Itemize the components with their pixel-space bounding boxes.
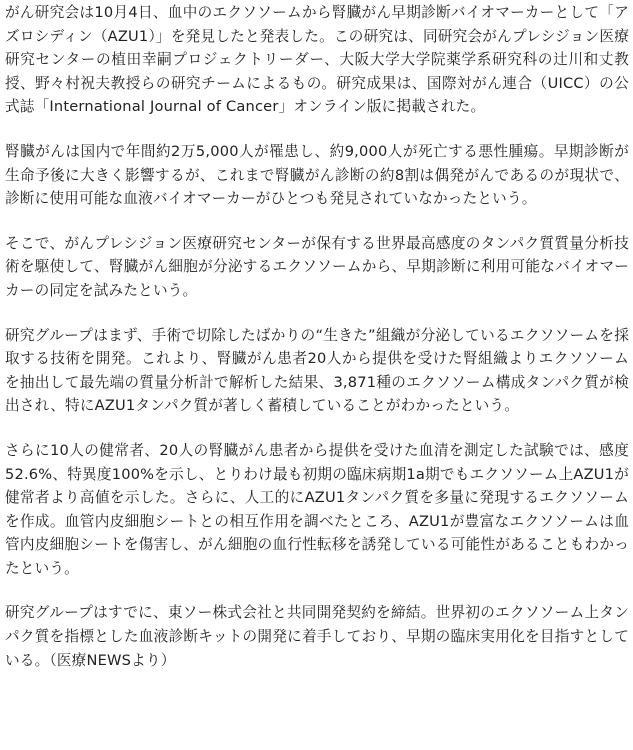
paragraph-exosome-analysis: 研究グループはまず、手術で切除したばかりの“生きた”組織が分泌しているエクソソームを採取する技術を開発。これより、腎臓がん患者20人から提供を受けた腎組織よりエクソソームを抽出して最先端の質量分析計で解析した結果、3,871種のエクソソーム構成タンパク質が検出され、特にAZU1タンパク質が著しく蓄積していることがわかったという。 bbox=[5, 326, 629, 415]
paragraph-development-plans-text: 研究グループはすでに、東ソー株式会社と共同開発契約を締結。世界初のエクソソーム上タンパク質を指標とした血液診断キットの開発に着手しており、早期の臨床実用化を目指すとしている。 bbox=[5, 604, 629, 669]
source-credit: （医療NEWSより） bbox=[49, 651, 176, 669]
paragraph-serum-test-results: さらに10人の健常者、20人の腎臓がん患者から提供を受けた血清を測定した試験では、感度52.6%、特異度100%を示し、とりわけ最も初期の臨床病期1a期でもエクソソーム上AZU1が健常者より高値を示した。さらに、人工的にAZU1タンパク質を多量に発現するエクソソームを作成。血管内皮細胞シートとの相互作用を調べたところ、AZU1が豊富なエクソソームは血管内皮細胞シートを傷害し、がん細胞の血行性転移を誘発している可能性があることもわかったという。 bbox=[5, 441, 629, 577]
paragraph-research-approach: そこで、がんプレシジョン医療研究センターが保有する世界最高感度のタンパク質質量分析技術を駆使して、腎臓がん細胞が分泌するエクソソームから、早期診断に利用可能なバイオマーカーの同定を試みたという。 bbox=[5, 234, 629, 299]
paragraph-development-plans bbox=[5, 601, 629, 672]
paragraph-discovery-announcement: がん研究会は10月4日、血中のエクソソームから腎臓がん早期診断バイオマーカーとして「アズロシディン（AZU1）」を発見したと発表した。この研究は、同研究会がんプレシジョン医療研究センターの植田幸嗣プロジェクトリーダー、大阪大学大学院薬学系研究科の辻川和丈教授、野々村祝夫教授らの研究チームによるもの。研究成果は、国際対がん連合（UICC）の公式誌「International Journal of Cancer」オンライン版に掲載された。 bbox=[5, 4, 629, 116]
paragraph-kidney-cancer-background: 腎臓がんは国内で年間約2万5,000人が罹患し、約9,000人が死亡する悪性腫瘍。早期診断が生命予後に大きく影響するが、これまで腎臓がん診断の約8割は偶発がんであるのが現状で、診断に使用可能な血液バイオマーカーがひとつも発見されていなかったという。 bbox=[5, 142, 629, 208]
